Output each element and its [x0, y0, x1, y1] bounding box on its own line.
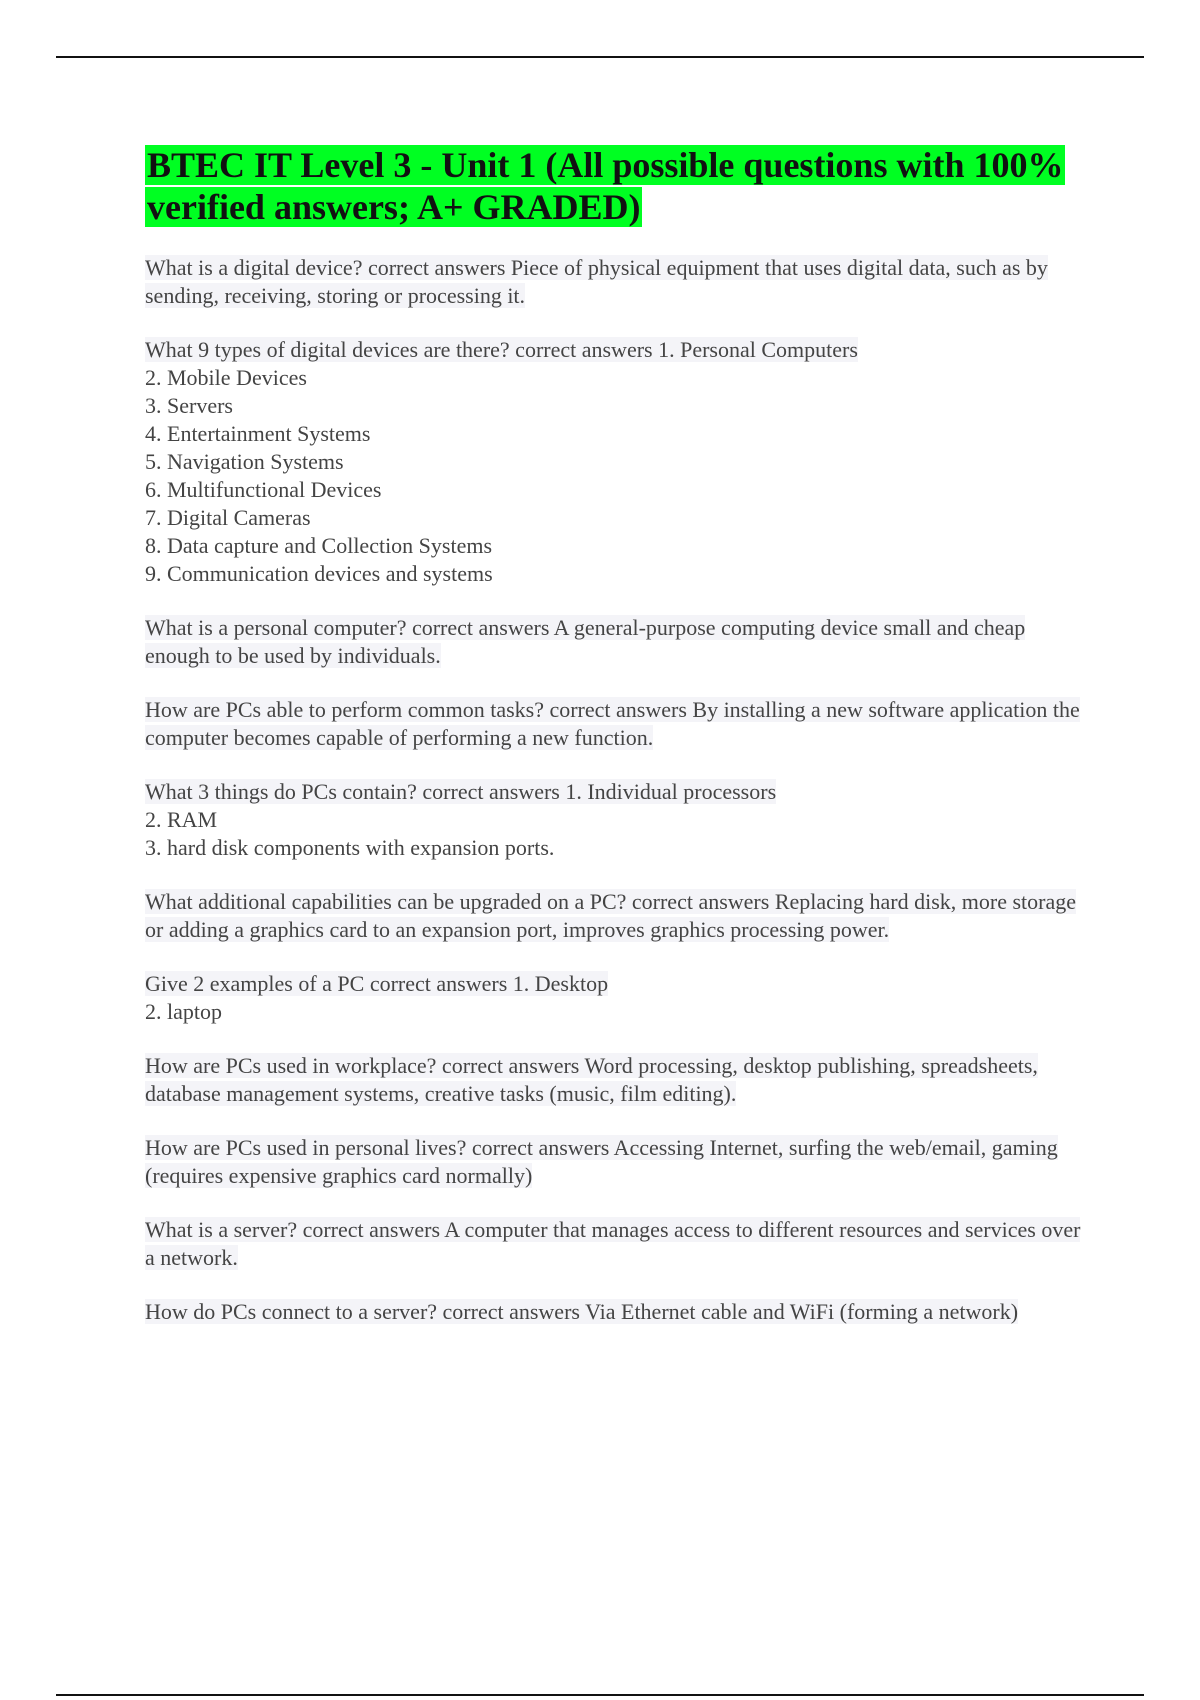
qa-list-line: 8. Data capture and Collection Systems: [145, 533, 493, 558]
header-rule: [56, 56, 1144, 58]
qa-text: What is a digital device? correct answers Piece of physical equipment that uses digital data, such as by sending, receiving, storing or processing it.: [145, 255, 1048, 308]
document-body: [145, 144, 1085, 1352]
qa-entry: [145, 1134, 1085, 1190]
qa-entry: [145, 778, 1085, 862]
qa-list-line: 2. RAM: [145, 807, 218, 832]
qa-list-line: 7. Digital Cameras: [145, 505, 311, 530]
qa-list-line: 2. Mobile Devices: [145, 365, 307, 390]
qa-text: How are PCs used in workplace? correct answers Word processing, desktop publishing, spreadsheets, database management systems, creative tasks (music, film editing).: [145, 1053, 1038, 1106]
qa-text: What is a server? correct answers A computer that manages access to different resources and services over a network.: [145, 1217, 1081, 1270]
document-title: [145, 144, 1085, 228]
qa-text: What 3 things do PCs contain? correct answers 1. Individual processors: [145, 779, 777, 804]
qa-entry: [145, 1052, 1085, 1108]
qa-list-line: 2. laptop: [145, 999, 222, 1024]
qa-entry: [145, 614, 1085, 670]
qa-entry: [145, 1298, 1085, 1326]
qa-text: What is a personal computer? correct answers A general-purpose computing device small and cheap enough to be used by individuals.: [145, 615, 1026, 668]
document-title-text: BTEC IT Level 3 - Unit 1 (All possible questions with 100% verified answers; A+ GRADED): [147, 145, 1064, 227]
qa-list-line: 5. Navigation Systems: [145, 449, 344, 474]
qa-text: How do PCs connect to a server? correct answers Via Ethernet cable and WiFi (forming a network): [145, 1299, 1019, 1324]
qa-entry: [145, 254, 1085, 310]
footer-rule: [56, 1694, 1144, 1696]
qa-list-line: 9. Communication devices and systems: [145, 561, 493, 586]
qa-text: What 9 types of digital devices are there? correct answers 1. Personal Computers: [145, 337, 858, 362]
qa-text: What additional capabilities can be upgraded on a PC? correct answers Replacing hard disk, more storage or adding a graphics card to an expansion port, improves graphics processing power.: [145, 889, 1077, 942]
qa-list-line: 4. Entertainment Systems: [145, 421, 371, 446]
qa-entry: [145, 1216, 1085, 1272]
qa-list-line: 3. hard disk components with expansion ports.: [145, 835, 555, 860]
qa-entry: [145, 970, 1085, 1026]
qa-entry: [145, 888, 1085, 944]
qa-text: Give 2 examples of a PC correct answers 1. Desktop: [145, 971, 609, 996]
qa-text: How are PCs able to perform common tasks? correct answers By installing a new software application the computer becomes capable of performing a new function.: [145, 697, 1080, 750]
qa-list-line: 6. Multifunctional Devices: [145, 477, 382, 502]
qa-entry: [145, 336, 1085, 588]
qa-entry: [145, 696, 1085, 752]
qa-text: How are PCs used in personal lives? correct answers Accessing Internet, surfing the web/email, gaming (requires expensive graphics card normally): [145, 1135, 1058, 1188]
qa-list-line: 3. Servers: [145, 393, 233, 418]
